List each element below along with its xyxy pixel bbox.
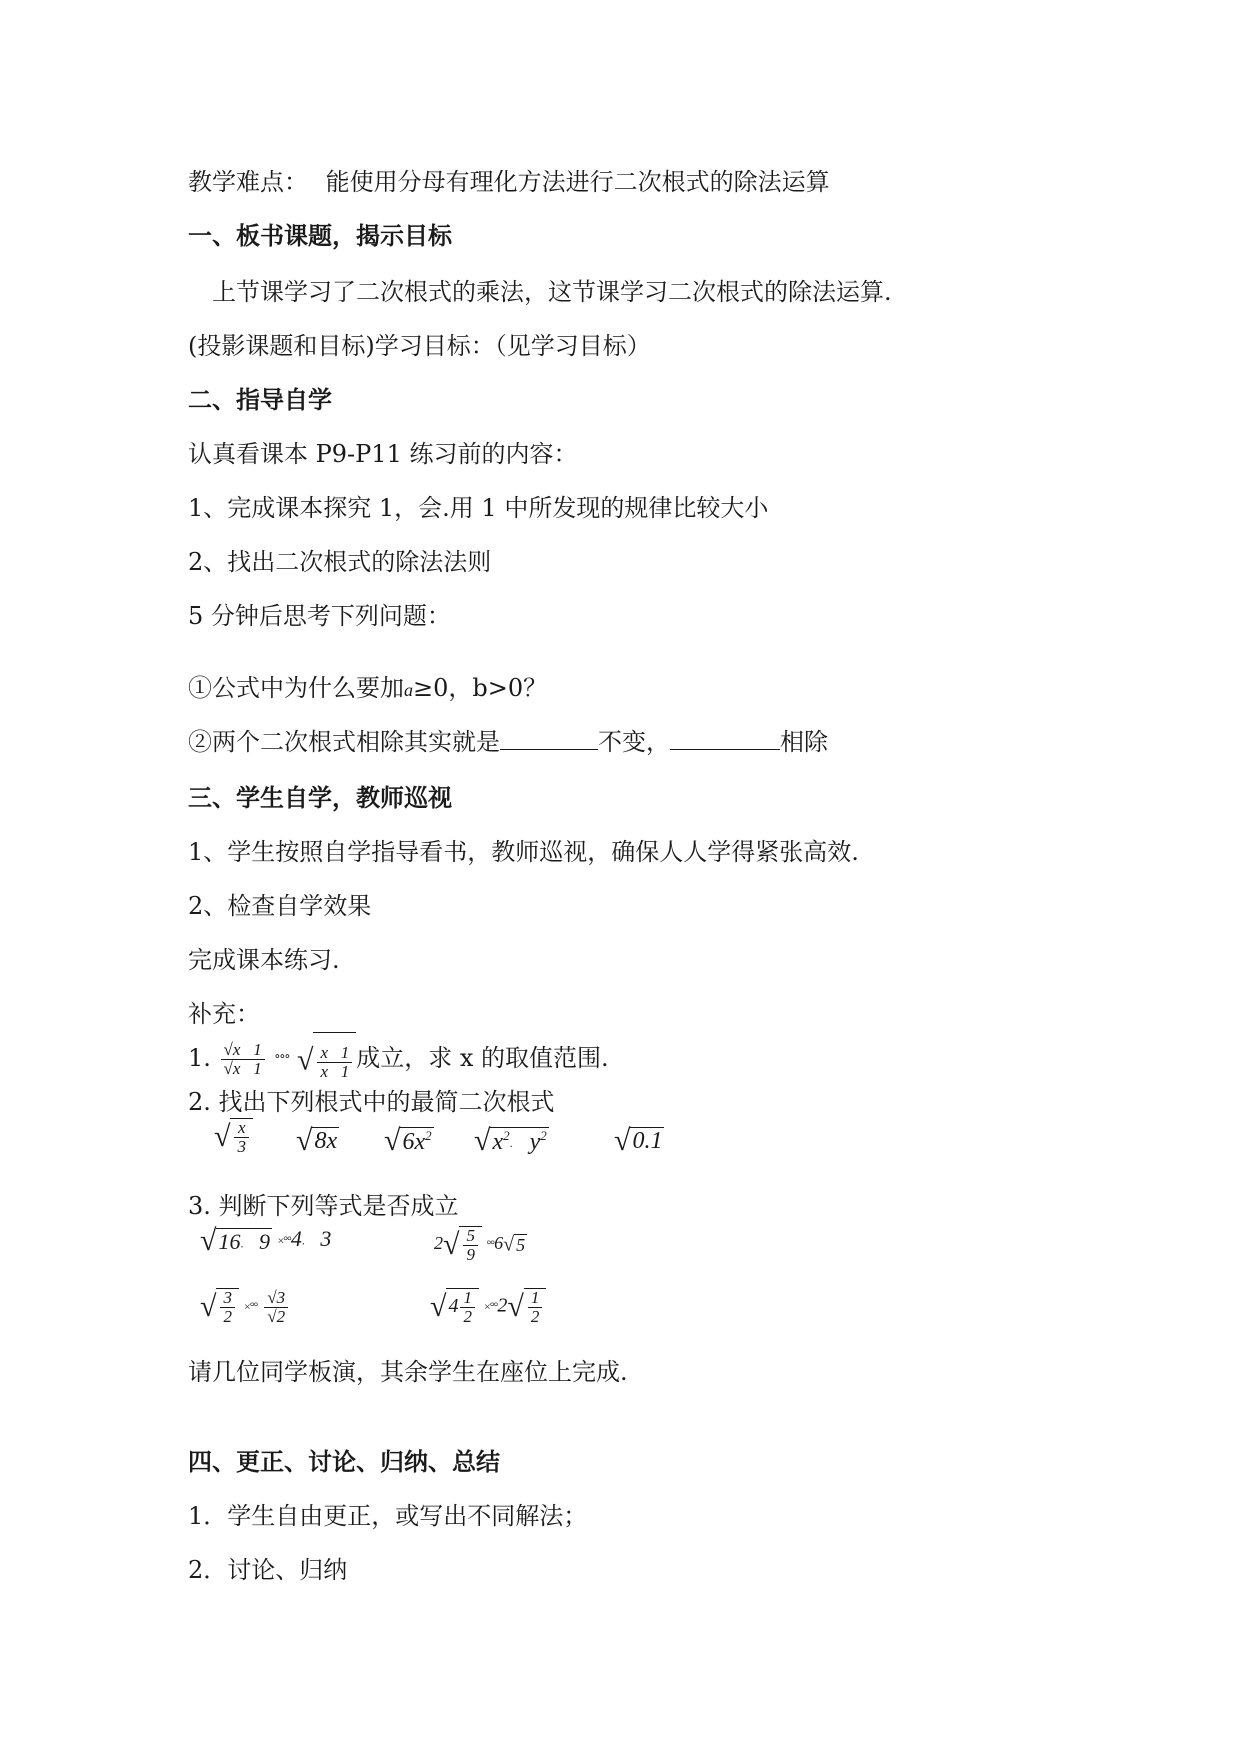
radical-6x-squared: $√6x^2$	[384, 1124, 432, 1157]
exercise-1-right-radical: √ $\frac{x 1}{x 1}$	[297, 1031, 356, 1089]
section-2-intro: 认真看课本 P9-P11 练习前的内容：	[188, 440, 578, 468]
difficulty-text: 能使用分母有理化方法进行二次根式的除法运算	[325, 168, 830, 196]
section-2-item-2: 2、找出二次根式的除法法则	[188, 548, 492, 576]
section-1-paragraph: 上节课学习了二次根式的乘法，这节课学习二次根式的除法运算.	[212, 278, 892, 306]
section-3-supplement: 补充：	[188, 1000, 260, 1028]
teaching-difficulty	[188, 166, 830, 198]
exercise-3-title: 3. 判断下列等式是否成立	[188, 1192, 459, 1220]
radical-x2-y2: $√x^2$. $y^2$	[474, 1124, 547, 1157]
section-2-heading: 二、指导自学	[188, 385, 332, 414]
section-4-heading: 四、更正、讨论、归纳、总结	[188, 1447, 500, 1476]
exercise-1-number: 1.	[188, 1044, 211, 1072]
section-2-item-1: 1、完成课本探究 1，会.用 1 中所发现的规律比较大小	[188, 494, 769, 522]
question-1-suffix: ≥0，b>0？	[413, 674, 548, 702]
section-4-item-1: 1．学生自由更正，或写出不同解法；	[188, 1502, 588, 1530]
equation-sqrt-3-2: √ $\frac{3}{2}$ ×°° $\frac{√3}{√2}$	[200, 1288, 290, 1326]
section-3-practice: 完成课本练习.	[188, 946, 340, 974]
radical-0-1: √0.1	[614, 1124, 663, 1157]
section-4-item-2: 2．讨论、归纳	[188, 1556, 348, 1584]
garbled-equals-symbol: °°°	[274, 1052, 290, 1067]
exercise-1	[188, 1030, 609, 1086]
equation-2sqrt-5-9: 2√ $\frac{5}{9}$ °°6√ 5	[434, 1226, 526, 1264]
question-1	[188, 672, 547, 706]
answer-blank-2[interactable]	[670, 727, 780, 750]
question-1-variable: a	[404, 680, 413, 700]
equation-sqrt-16-9: √16. 9 ×°°4. 3	[200, 1224, 332, 1257]
radical-x-over-3: √ $\frac{x}{3}$	[214, 1118, 253, 1156]
question-2-prefix: ②两个二次根式相除其实就是	[188, 728, 500, 756]
exercise-2-title: 2. 找出下列根式中的最简二次根式	[188, 1088, 555, 1116]
exercise-1-text: 成立，求 x 的取值范围.	[356, 1044, 609, 1072]
section-1-heading: 一、板书课题，揭示目标	[188, 221, 452, 250]
equation-sqrt-4-half: √ 4 $\frac{1}{2}$ ×°°2√ $\frac{1}{2}$	[430, 1288, 546, 1326]
section-3-item-2: 2、检查自学效果	[188, 892, 372, 920]
section-3-item-1: 1、学生按照自学指导看书，教师巡视，确保人人学得紧张高效.	[188, 838, 859, 866]
section-3-heading: 三、学生自学，教师巡视	[188, 783, 452, 812]
section-1-objective: (投影课题和目标)学习目标：（见学习目标）	[188, 332, 651, 360]
question-1-prefix: ①公式中为什么要加	[188, 674, 404, 702]
exercise-1-left-fraction: $\frac{√x 1}{√x 1}$	[221, 1041, 265, 1078]
board-work-instruction: 请几位同学板演，其余学生在座位上完成.	[188, 1358, 628, 1386]
answer-blank-1[interactable]	[500, 727, 598, 750]
question-2-mid: 不变，	[598, 728, 670, 756]
radical-8x: √8x	[296, 1124, 338, 1157]
question-2-suffix: 相除	[780, 728, 828, 756]
section-2-think: 5 分钟后思考下列问题：	[188, 602, 451, 630]
question-2	[188, 726, 828, 758]
difficulty-label: 教学难点：	[188, 168, 308, 196]
